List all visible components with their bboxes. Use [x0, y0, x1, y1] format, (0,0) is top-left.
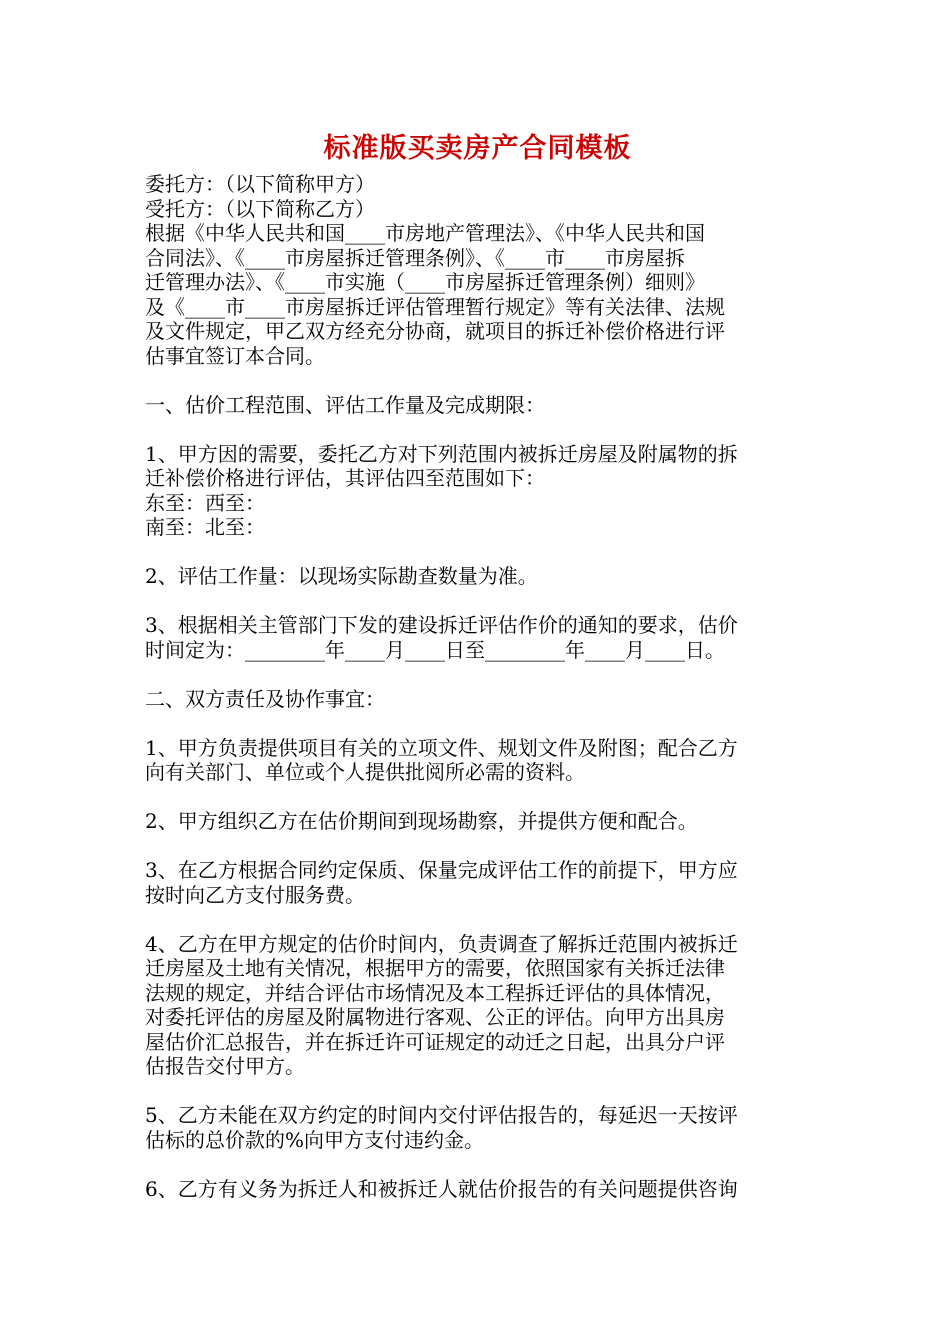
- text-line: 4、乙方在甲方规定的估价时间内，负责调查了解拆迁范围内被拆迁: [145, 931, 738, 956]
- blank-line: [145, 834, 810, 859]
- text-line: 3、根据相关主管部门下发的建设拆迁评估作价的通知的要求，估价: [145, 613, 738, 637]
- text-line: 1、甲方负责提供项目有关的立项文件、规划文件及附图；配合乙方: [145, 735, 738, 760]
- text-line: 1、甲方因的需要，委托乙方对下列范围内被拆迁房屋及附属物的拆: [145, 441, 738, 466]
- blank-line: [145, 1152, 810, 1177]
- blank-line: [145, 1079, 810, 1104]
- text-line: 按时向乙方支付服务费。: [145, 882, 365, 907]
- text-line: 2、甲方组织乙方在估价期间到现场勘察，并提供方便和配合。: [145, 809, 698, 833]
- text-line: 估标的总价款的%向甲方支付违约金。: [145, 1127, 485, 1152]
- document-title: 标准版买卖房产合同模板: [323, 133, 632, 164]
- text-line: 委托方：（以下简称甲方）: [145, 172, 375, 196]
- text-line: 东至：西至：: [145, 490, 265, 515]
- text-line: 受托方：（以下简称乙方）: [145, 196, 375, 221]
- text-line: 及文件规定，甲乙双方经充分协商，就项目的拆迁补偿价格进行评: [145, 319, 725, 343]
- text-line: 对委托评估的房屋及附属物进行客观、公正的评估。向甲方出具房: [145, 1005, 725, 1029]
- text-line: 合同法》、《____市房屋拆迁管理条例》、《____市____市房屋拆: [145, 245, 685, 270]
- text-line: 3、在乙方根据合同约定保质、保量完成评估工作的前提下，甲方应: [145, 858, 738, 882]
- blank-line: [145, 368, 810, 393]
- document-body: [145, 172, 810, 1201]
- text-line: 向有关部门、单位或个人提供批阅所必需的资料。: [145, 760, 585, 784]
- text-line: 二、双方责任及协作事宜：: [145, 686, 385, 711]
- blank-line: [145, 907, 810, 932]
- text-line: 法规的规定，并结合评估市场情况及本工程拆迁评估的具体情况，: [145, 980, 725, 1005]
- blank-line: [145, 540, 810, 565]
- text-line: 迁房屋及土地有关情况，根据甲方的需要，依照国家有关拆迁法律: [145, 956, 725, 980]
- text-line: 迁管理办法》、《____市实施（____市房屋拆迁管理条例）细则》: [145, 270, 705, 294]
- text-line: 迁补偿价格进行评估，其评估四至范围如下：: [145, 466, 545, 490]
- text-line: 估报告交付甲方。: [145, 1054, 305, 1078]
- text-line: 估事宜签订本合同。: [145, 343, 325, 368]
- text-line: 2、评估工作量：以现场实际勘查数量为准。: [145, 564, 538, 588]
- blank-line: [145, 785, 810, 810]
- text-line: 屋估价汇总报告，并在拆迁许可证规定的动迁之日起，出具分户评: [145, 1029, 725, 1054]
- text-line: 及《____市____市房屋拆迁评估管理暂行规定》等有关法律、法规: [145, 294, 725, 319]
- blank-line: [145, 589, 810, 614]
- text-line: 一、估价工程范围、评估工作量及完成期限：: [145, 392, 545, 417]
- text-line: 南至：北至：: [145, 515, 265, 539]
- text-line: 5、乙方未能在双方约定的时间内交付评估报告的，每延迟一天按评: [145, 1103, 738, 1127]
- blank-line: [145, 711, 810, 736]
- blank-line: [145, 417, 810, 442]
- text-line: 6、乙方有义务为拆迁人和被拆迁人就估价报告的有关问题提供咨询: [145, 1176, 738, 1201]
- text-line: 时间定为：________年____月____日至________年____月____日。: [145, 637, 725, 662]
- blank-line: [145, 662, 810, 687]
- text-line: 根据《中华人民共和国____市房地产管理法》、《中华人民共和国: [145, 221, 705, 245]
